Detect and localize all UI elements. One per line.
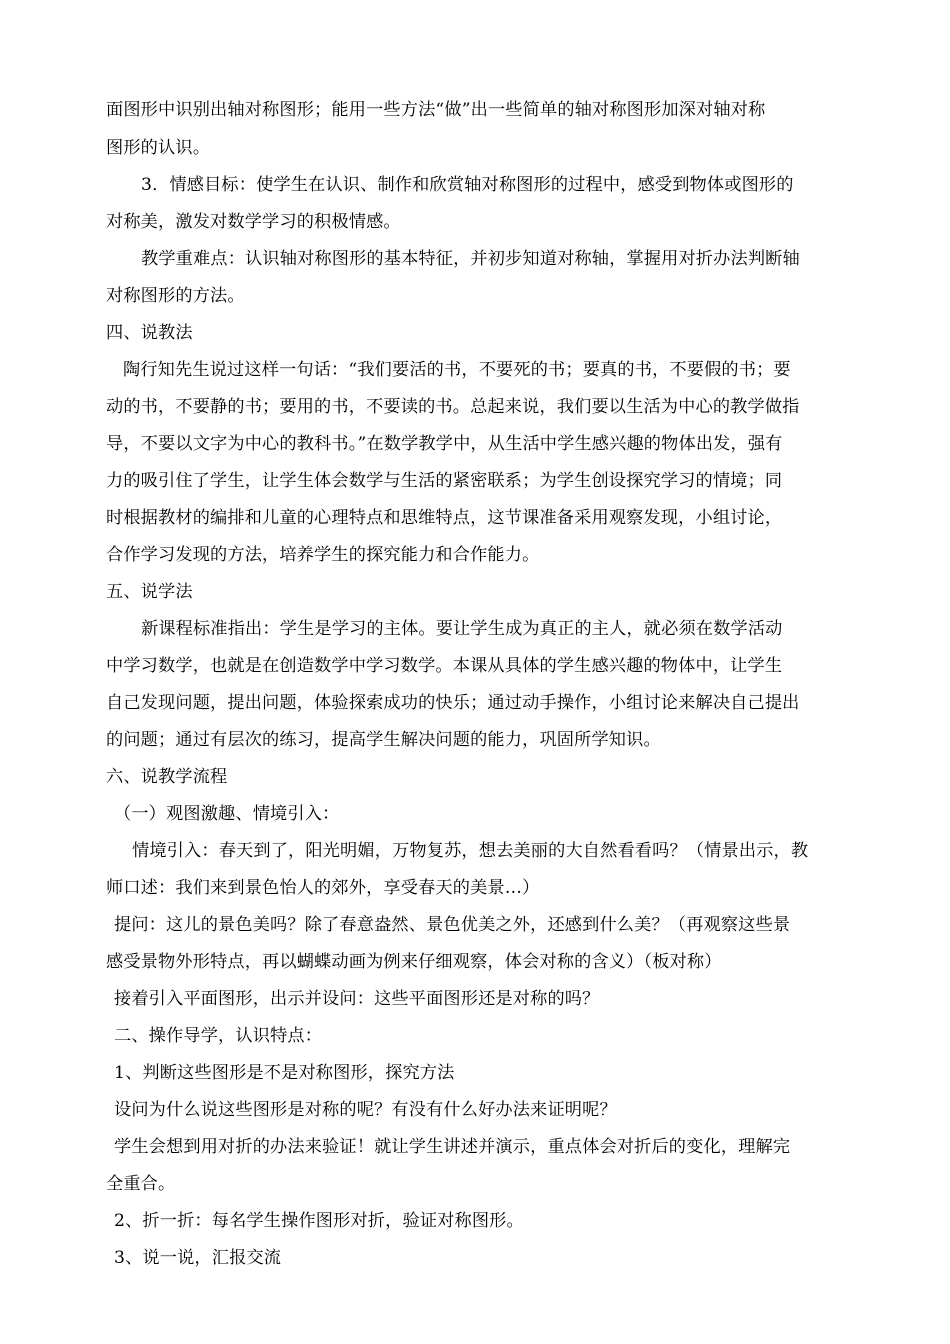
paragraph-line: 设问为什么说这些图形是对称的呢？有没有什么好办法来证明呢？ <box>114 1100 617 1120</box>
paragraph-line: 力的吸引住了学生，让学生体会数学与生活的紧密联系；为学生创设探究学习的情境；同 <box>106 471 783 491</box>
paragraph-line: 合作学习发现的方法，培养学生的探究能力和合作能力。 <box>106 545 540 565</box>
list-item: 1、判断这些图形是不是对称图形，探究方法 <box>114 1063 455 1083</box>
paragraph-line: 中学习数学，也就是在创造数学中学习数学。本课从具体的学生感兴趣的物体中，让学生 <box>106 656 783 676</box>
paragraph-line: 提问：这儿的景色美吗？除了春意盎然、景色优美之外，还感到什么美？（再观察这些景 <box>114 915 791 935</box>
paragraph-line: 感受景物外形特点，再以蝴蝶动画为例来仔细观察，体会对称的含义）（板对称） <box>106 952 722 972</box>
paragraph-line: 自己发现问题，提出问题，体验探索成功的快乐；通过动手操作，小组讨论来解决自己提出 <box>106 693 800 713</box>
paragraph-line: 陶行知先生说过这样一句话：“我们要活的书，不要死的书；要真的书，不要假的书；要 <box>123 360 791 380</box>
paragraph-line: 对称图形的方法。 <box>106 286 245 306</box>
paragraph-line: 全重合。 <box>106 1174 176 1194</box>
paragraph-line: 师口述：我们来到景色怡人的郊外，享受春天的美景…） <box>106 878 540 898</box>
list-item: 3、说一说，汇报交流 <box>114 1248 282 1268</box>
paragraph-line: 的问题；通过有层次的练习，提高学生解决问题的能力，巩固所学知识。 <box>106 730 661 750</box>
section-heading: 五、说学法 <box>106 582 193 602</box>
paragraph-line: 3．情感目标：使学生在认识、制作和欣赏轴对称图形的过程中，感受到物体或图形的 <box>141 175 794 195</box>
paragraph-line: 对称美，激发对数学学习的积极情感。 <box>106 212 401 232</box>
paragraph-line: 动的书，不要静的书；要用的书，不要读的书。总起来说，我们要以生活为中心的教学做指 <box>106 397 800 417</box>
subsection-heading: （一）观图激趣、情境引入： <box>114 804 340 824</box>
subsection-heading: 二、操作导学，认识特点： <box>114 1026 323 1046</box>
paragraph-line: 情境引入：春天到了，阳光明媚，万物复苏，想去美丽的大自然看看吗？（情景出示，教 <box>132 841 809 861</box>
section-heading: 六、说教学流程 <box>106 767 228 787</box>
paragraph-line: 新课程标准指出：学生是学习的主体。要让学生成为真正的主人，就必须在数学活动 <box>141 619 783 639</box>
list-item: 2、折一折：每名学生操作图形对折，验证对称图形。 <box>114 1211 524 1231</box>
paragraph-line: 时根据教材的编排和儿童的心理特点和思维特点，这节课准备采用观察发现，小组讨论， <box>106 508 783 528</box>
paragraph-line: 学生会想到用对折的办法来验证！就让学生讲述并演示，重点体会对折后的变化，理解完 <box>114 1137 791 1157</box>
paragraph-line: 教学重难点：认识轴对称图形的基本特征，并初步知道对称轴，掌握用对折办法判断轴 <box>141 249 800 269</box>
section-heading: 四、说教法 <box>106 323 193 343</box>
paragraph-line: 接着引入平面图形，出示并设问：这些平面图形还是对称的吗？ <box>114 989 600 1009</box>
paragraph-line: 图形的认识。 <box>106 138 211 158</box>
paragraph-line: 导，不要以文字为中心的教科书。”在数学教学中，从生活中学生感兴趣的物体出发，强有 <box>106 434 783 454</box>
paragraph-line: 面图形中识别出轴对称图形；能用一些方法“做”出一些简单的轴对称图形加深对轴对称 <box>106 100 766 120</box>
